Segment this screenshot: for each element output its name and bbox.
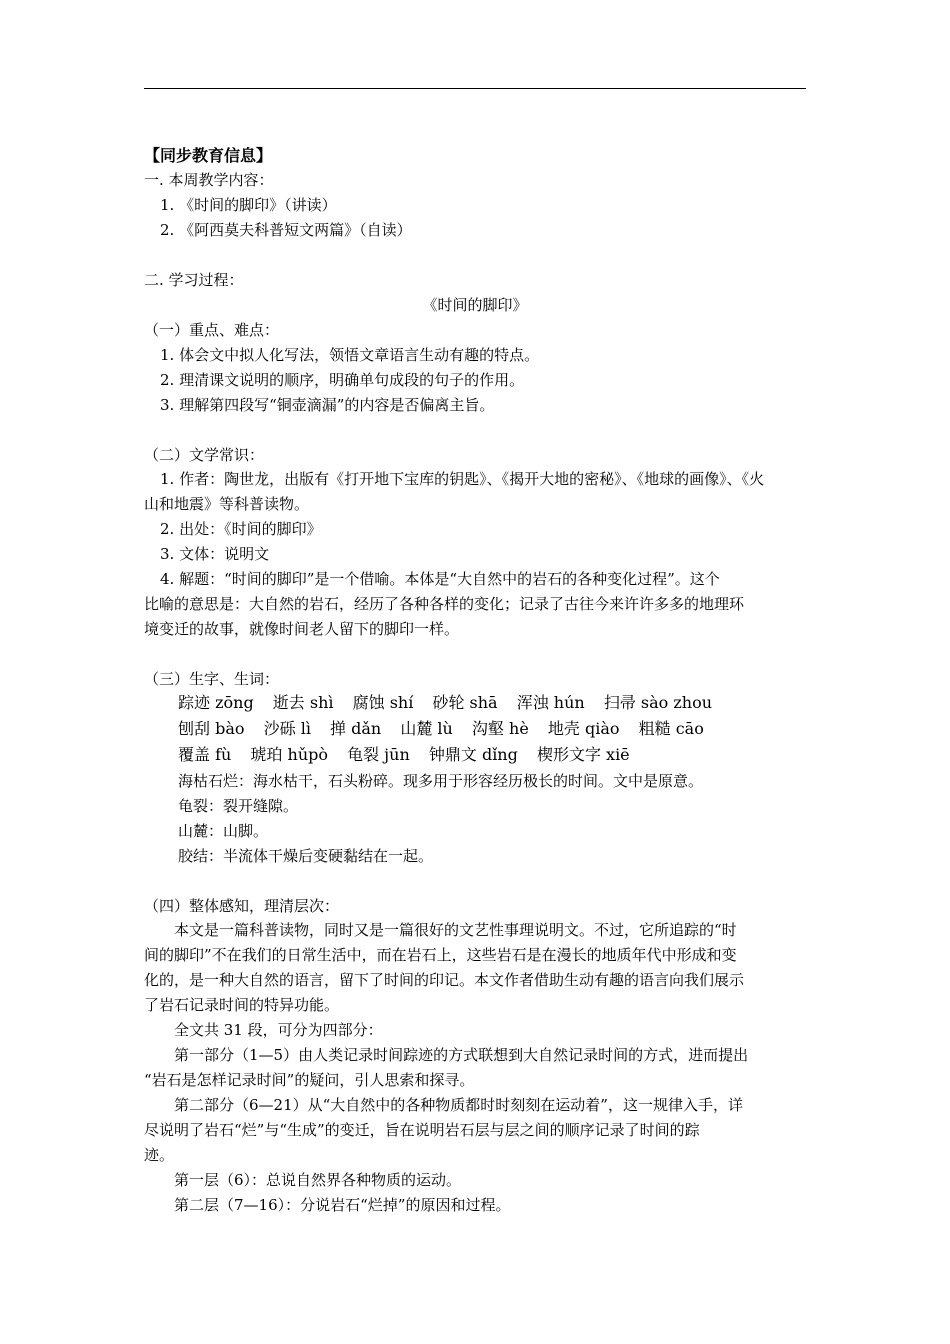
part4-paragraph-4-line-1: 第二部分（6—21）从“大自然中的各种物质都时时刻刻在运动着”，这一规律入手，详 — [144, 1096, 743, 1114]
part2-source: 2. 出处：《时间的脚印》 — [160, 520, 322, 538]
part2-author-line-1: 1. 作者：陶世龙，出版有《打开地下宝库的钥匙》、《揭开大地的密秘》、《地球的画像》、《火 — [160, 470, 765, 488]
part2-heading: （二）文学常识： — [144, 446, 265, 464]
vocab-definition-1: 海枯石烂：海水枯干，石头粉碎。现多用于形容经历极长的时间。文中是原意。 — [178, 772, 704, 790]
vocab-definition-2: 龟裂：裂开缝隙。 — [178, 797, 299, 815]
vocab-item: 琥珀 hǔpò — [250, 745, 328, 764]
vocab-item: 刨刮 bào — [178, 719, 245, 738]
page-title: 【同步教育信息】 — [144, 146, 273, 165]
vocab-item: 掸 dǎn — [330, 719, 382, 738]
part1-item-2: 2. 理清课文说明的顺序，明确单句成段的句子的作用。 — [160, 371, 525, 389]
vocab-definition-3: 山麓：山脚。 — [178, 822, 269, 840]
vocab-item: 地壳 qiào — [547, 719, 620, 738]
section1-heading: 一. 本周教学内容： — [144, 171, 274, 189]
part2-explain-line-3: 境变迁的故事，就像时间老人留下的脚印一样。 — [144, 620, 460, 638]
part4-paragraph-2: 全文共 31 段，可分为四部分： — [144, 1021, 383, 1039]
part2-explain-line-1: 4. 解题：“时间的脚印”是一个借喻。本体是“大自然中的岩石的各种变化过程”。这个 — [160, 570, 720, 588]
part2-genre: 3. 文体：说明文 — [160, 545, 270, 563]
part4-paragraph-1-line-1: 本文是一篇科普读物，同时又是一篇很好的文艺性事理说明文。不过，它所追踪的“时 — [144, 921, 737, 939]
section2-heading: 二. 学习过程： — [144, 271, 244, 289]
vocab-row-1 — [178, 690, 726, 713]
vocab-item: 沟壑 hè — [471, 719, 529, 738]
vocab-item: 山麓 lù — [400, 719, 453, 738]
part4-paragraph-4-line-3: 迹。 — [144, 1146, 175, 1164]
vocab-item: 砂轮 shā — [432, 693, 498, 712]
vocab-row-3 — [178, 742, 644, 765]
part2-author-line-2: 山和地震》等科普读物。 — [144, 495, 310, 513]
lesson-title: 《时间的脚印》 — [422, 296, 528, 314]
part2-explain-line-2: 比喻的意思是：大自然的岩石，经历了各种各样的变化；记录了古往今来许许多多的地理环 — [144, 595, 745, 613]
section1-item-2: 2. 《阿西莫夫科普短文两篇》（自读） — [160, 221, 412, 239]
vocab-item: 逝去 shì — [272, 693, 334, 712]
vocab-item: 沙砾 lì — [263, 719, 311, 738]
part4-paragraph-4-line-2: 尽说明了岩石“烂”与“生成”的变迁，旨在说明岩石层与层之间的顺序记录了时间的踪 — [144, 1121, 700, 1139]
vocab-item: 钟鼎文 dǐng — [428, 745, 518, 764]
part3-heading: （三）生字、生词： — [144, 670, 280, 688]
part4-paragraph-3-line-2: “岩石是怎样记录时间”的疑问，引人思索和探寻。 — [144, 1071, 475, 1089]
vocab-item: 浑浊 hún — [516, 693, 585, 712]
vocab-row-2 — [178, 716, 718, 739]
part4-paragraph-1-line-3: 化的，是一种大自然的语言，留下了时间的印记。本文作者借助生动有趣的语言向我们展示 — [144, 971, 745, 989]
part4-paragraph-5: 第一层（6）：总说自然界各种物质的运动。 — [144, 1171, 462, 1189]
vocab-definition-4: 胶结：半流体干燥后变硬黏结在一起。 — [178, 847, 434, 865]
vocab-item: 覆盖 fù — [178, 745, 232, 764]
vocab-item: 楔形文字 xiē — [536, 745, 630, 764]
part4-heading: （四）整体感知，理清层次： — [144, 897, 340, 915]
vocab-item: 踪迹 zōng — [178, 693, 254, 712]
part4-paragraph-1-line-4: 了岩石记录时间的特异功能。 — [144, 996, 340, 1014]
part4-paragraph-3-line-1: 第一部分（1—5）由人类记录时间踪迹的方式联想到大自然记录时间的方式，进而提出 — [144, 1046, 749, 1064]
part4-paragraph-6: 第二层（7—16）：分说岩石“烂掉”的原因和过程。 — [144, 1196, 511, 1214]
part1-item-1: 1. 体会文中拟人化写法，领悟文章语言生动有趣的特点。 — [160, 346, 540, 364]
part4-paragraph-1-line-2: 间的脚印”不在我们的日常生活中，而在岩石上，这些岩石是在漫长的地质年代中形成和变 — [144, 946, 737, 964]
part1-item-3: 3. 理解第四段写“铜壶滴漏”的内容是否偏离主旨。 — [160, 396, 495, 414]
vocab-item: 粗糙 cāo — [638, 719, 704, 738]
vocab-item: 腐蚀 shí — [352, 693, 414, 712]
header-rule — [144, 88, 806, 89]
part1-heading: （一）重点、难点： — [144, 321, 280, 339]
vocab-item: 扫帚 sào zhou — [603, 693, 713, 712]
section1-item-1: 1. 《时间的脚印》（讲读） — [160, 196, 337, 214]
vocab-item: 龟裂 jūn — [347, 745, 410, 764]
